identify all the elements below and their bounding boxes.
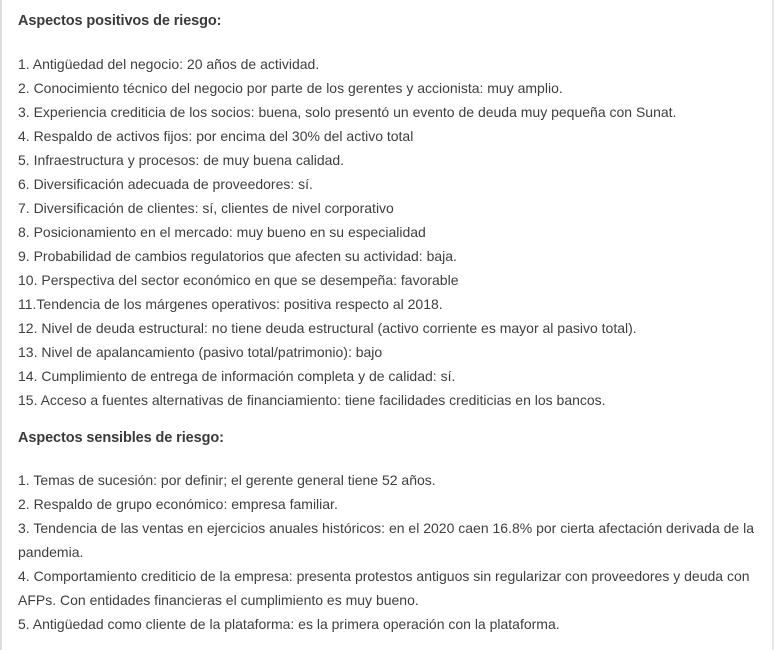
list-item: 6. Diversificación adecuada de proveedores: sí. <box>18 176 313 192</box>
list-item: 15. Acceso a fuentes alternativas de financiamiento: tiene facilidades crediticias en los bancos. <box>18 392 606 408</box>
list-item: 4. Comportamiento crediticio de la empresa: presenta protestos antiguos sin regularizar con proveedores y deuda con AFPs. Con entidades financieras el cumplimiento es muy bueno. <box>18 568 750 608</box>
list-item: 2. Respaldo de grupo económico: empresa familiar. <box>18 496 338 512</box>
list-item: 10. Perspectiva del sector económico en que se desempeña: favorable <box>18 272 459 288</box>
list-item: 1. Temas de sucesión: por definir; el gerente general tiene 52 años. <box>18 472 436 488</box>
list-item: 13. Nivel de apalancamiento (pasivo total/patrimonio): bajo <box>18 344 383 360</box>
list-item: 12. Nivel de deuda estructural: no tiene deuda estructural (activo corriente es mayor al pasivo total). <box>18 320 637 336</box>
list-item: 7. Diversificación de clientes: sí, clientes de nivel corporativo <box>18 200 394 216</box>
sensitive-aspects-list <box>18 468 763 636</box>
list-item: 14. Cumplimiento de entrega de información completa y de calidad: sí. <box>18 368 456 384</box>
list-item: 3. Tendencia de las ventas en ejercicios anuales históricos: en el 2020 caen 16.8% por cierta afectación derivada de la pandemia. <box>18 520 754 560</box>
left-border <box>0 0 2 650</box>
list-item: 8. Posicionamiento en el mercado: muy bueno en su especialidad <box>18 224 426 240</box>
list-item: 11.Tendencia de los márgenes operativos: positiva respecto al 2018. <box>18 296 443 312</box>
list-item: 5. Antigüedad como cliente de la plataforma: es la primera operación con la plataforma. <box>18 616 560 632</box>
sensitive-aspects-heading: Aspectos sensibles de riesgo: <box>18 430 224 446</box>
list-item: 1. Antigüedad del negocio: 20 años de actividad. <box>18 56 320 72</box>
list-item: 3. Experiencia crediticia de los socios: buena, solo presentó un evento de deuda muy pequeña con Sunat. <box>18 104 677 120</box>
list-item: 2. Conocimiento técnico del negocio por parte de los gerentes y accionista: muy amplio. <box>18 80 563 96</box>
list-item: 4. Respaldo de activos fijos: por encima del 30% del activo total <box>18 128 414 144</box>
positive-aspects-heading: Aspectos positivos de riesgo: <box>18 13 222 29</box>
positive-aspects-list <box>18 52 763 412</box>
list-item: 9. Probabilidad de cambios regulatorios que afecten su actividad: baja. <box>18 248 457 264</box>
list-item: 5. Infraestructura y procesos: de muy buena calidad. <box>18 152 345 168</box>
